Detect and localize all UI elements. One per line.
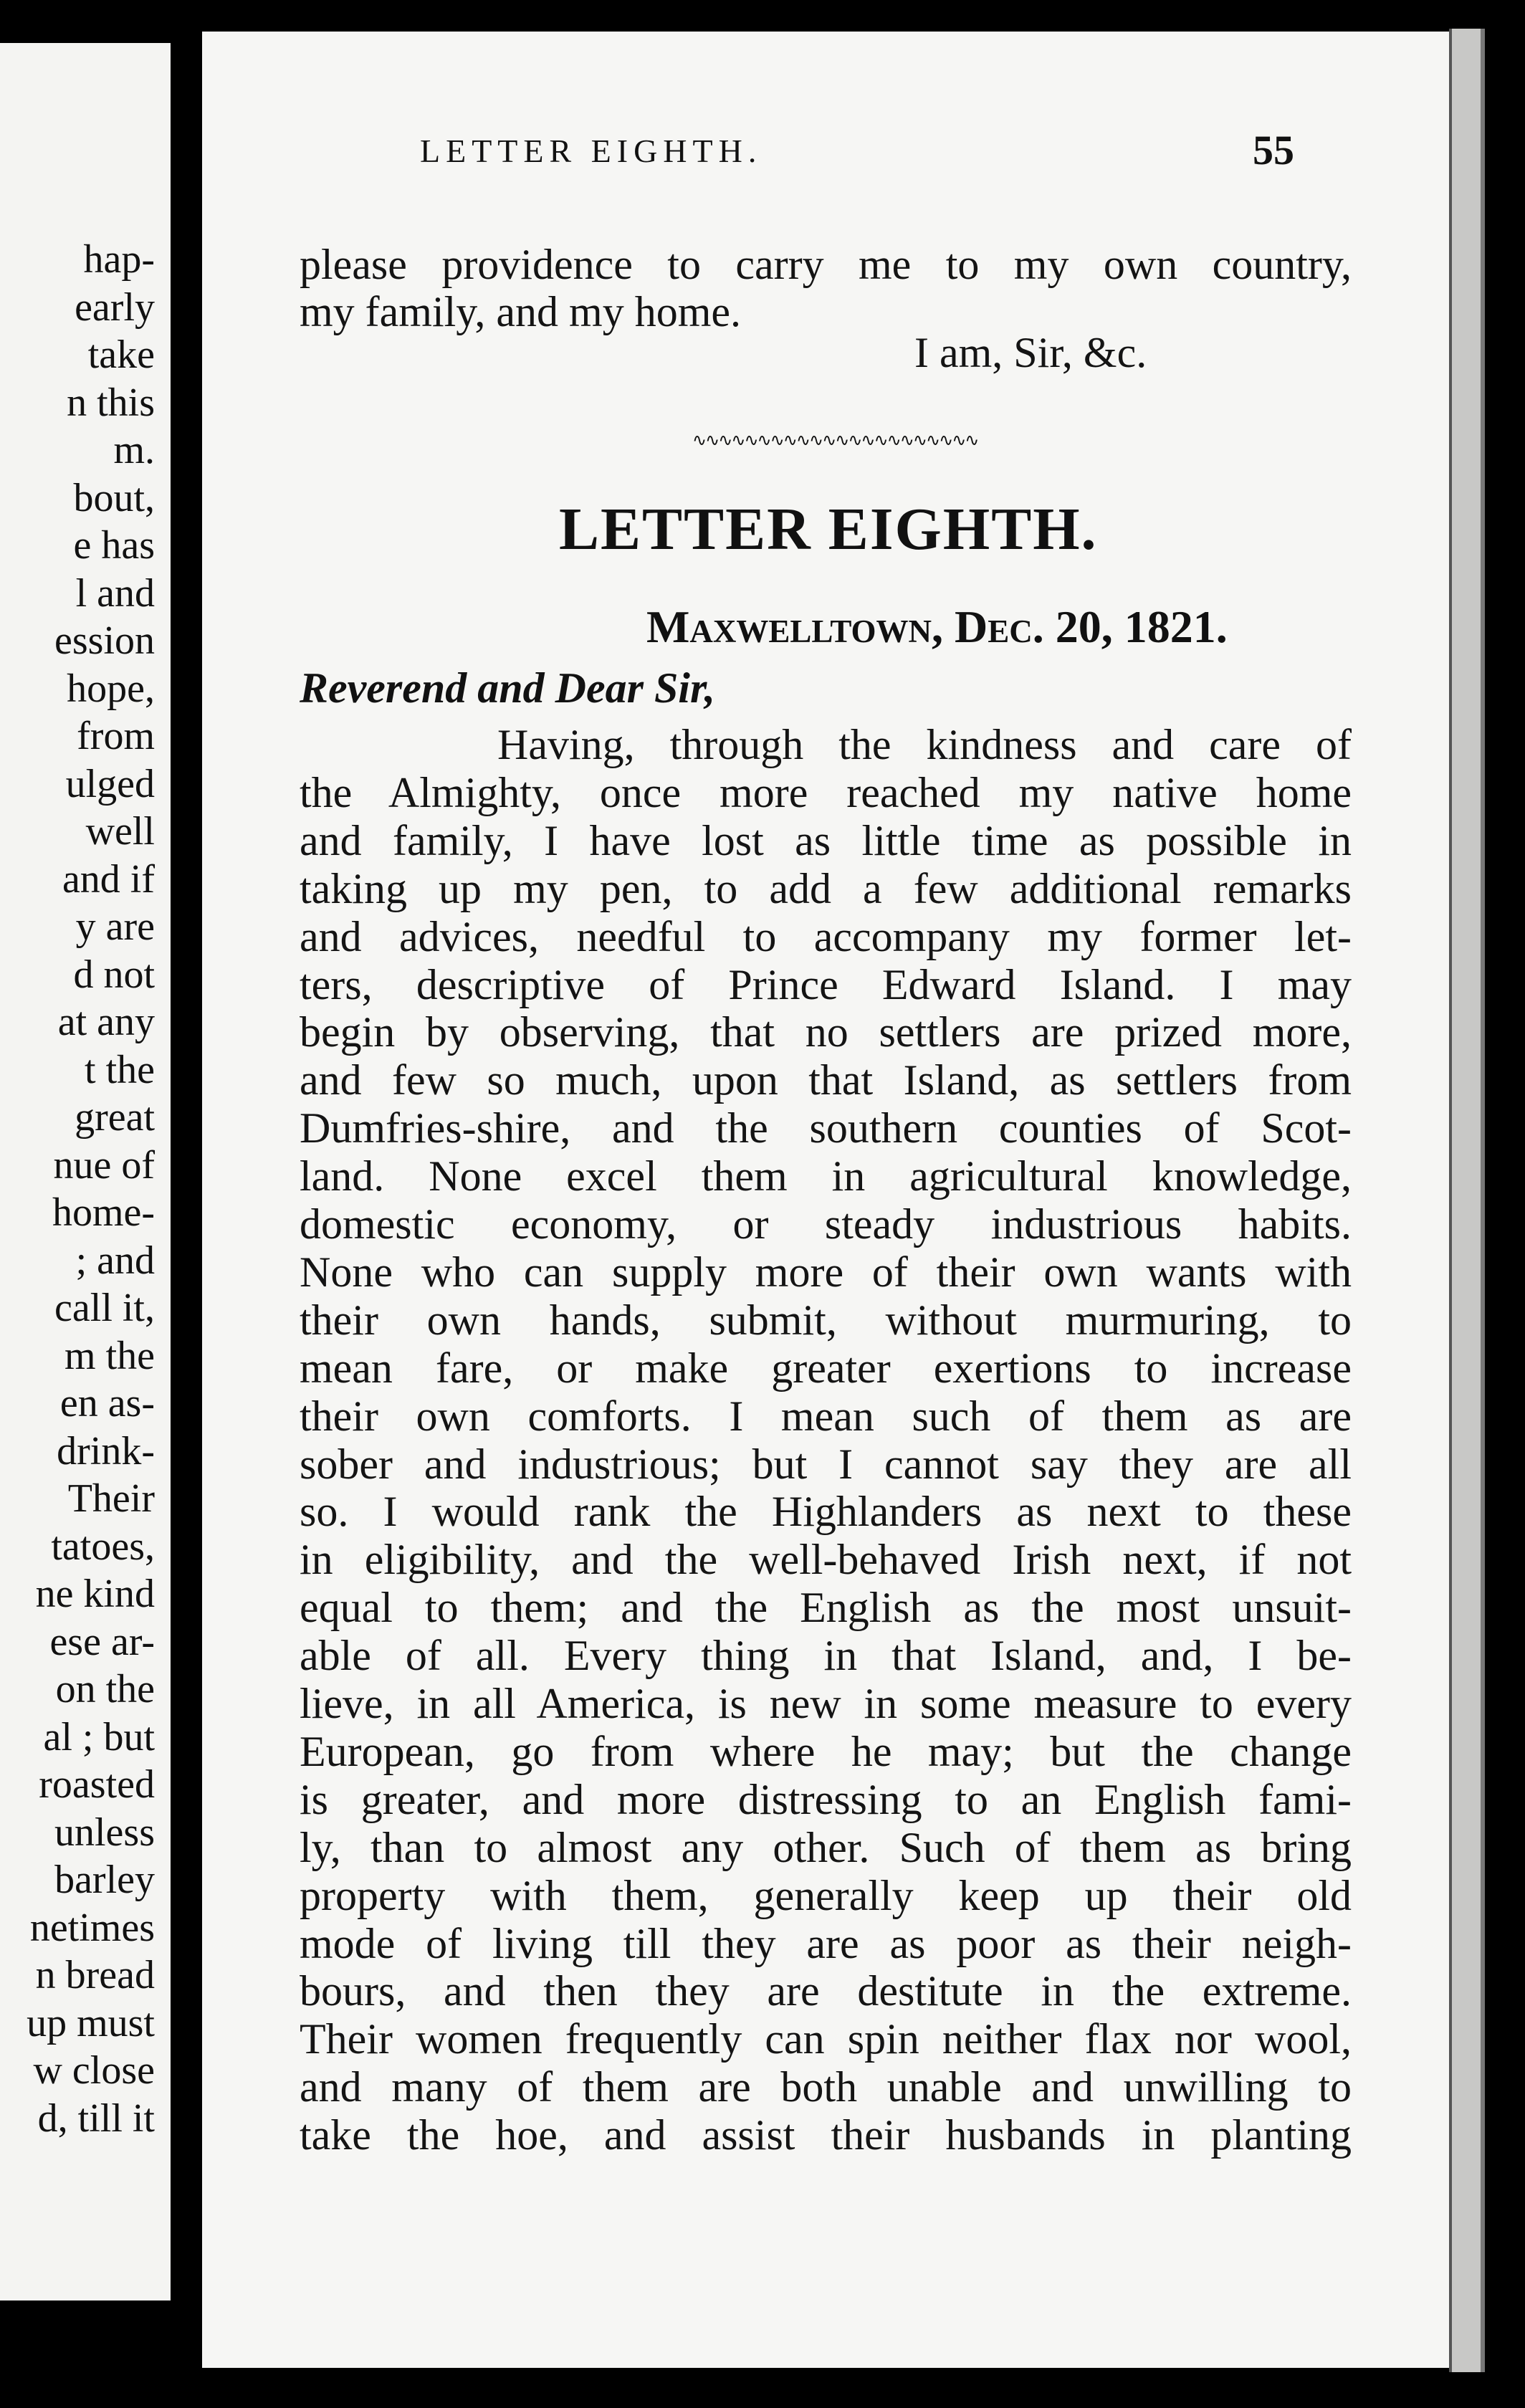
letter-body-line: bours, and then they are destitute in the extreme.	[300, 1967, 1352, 2015]
left-page-line: tatoes,	[51, 1524, 155, 1569]
letter-body-line: and advices, needful to accompany my former let-	[300, 912, 1352, 960]
letter-body-line: and family, I have lost as little time as possible in	[300, 816, 1352, 864]
left-page-line: e has	[73, 523, 155, 568]
left-page-line: netimes	[29, 1905, 155, 1950]
letter-body-line: Their women frequently can spin neither flax nor wool,	[300, 2015, 1352, 2063]
left-page-line: great	[75, 1095, 155, 1140]
letter-body-line: so. I would rank the Highlanders as next to these	[300, 1488, 1352, 1536]
section-ornament-rule: ∿∿∿∿∿∿∿∿∿∿∿∿∿∿∿∿∿∿∿∿∿∿	[692, 430, 978, 450]
left-page-line: home-	[52, 1190, 155, 1235]
left-page-line: al ; but	[43, 1714, 155, 1759]
left-page-line: call it,	[54, 1286, 155, 1330]
left-page-line: d not	[73, 952, 155, 997]
letter-body-line: European, go from where he may; but the change	[300, 1727, 1352, 1775]
left-page-line: on the	[55, 1667, 155, 1711]
running-head: LETTER EIGHTH.	[420, 133, 762, 169]
left-page-line: ulged	[65, 761, 155, 806]
letter-salutation: Reverend and Dear Sir,	[300, 664, 716, 712]
letter-body-line: able of all. Every thing in that Island, and, I be-	[300, 1632, 1352, 1680]
left-page-line: m.	[113, 428, 155, 472]
left-page-line: y are	[75, 904, 155, 949]
letter-body-line: None who can supply more of their own wants with	[300, 1248, 1352, 1296]
letter-body-line: and few so much, upon that Island, as settlers from	[300, 1056, 1352, 1104]
letter-body-line: ters, descriptive of Prince Edward Island. I may	[300, 960, 1352, 1008]
letter-title: LETTER EIGHTH.	[559, 496, 1098, 563]
letter-body-line: ly, than to almost any other. Such of them as bring	[300, 1823, 1352, 1871]
letter-dateline: Maxwelltown, Dec. 20, 1821.	[646, 601, 1228, 652]
letter-body-line: equal to them; and the English as the most unsuit-	[300, 1584, 1352, 1632]
letter-body-line: in eligibility, and the well-behaved Irish next, if not	[300, 1536, 1352, 1584]
left-page-line: early	[75, 285, 155, 330]
left-page-line: from	[77, 714, 155, 758]
left-page-line: en as-	[59, 1381, 155, 1425]
left-page-line: w close	[33, 2048, 155, 2093]
letter-body-line: take the hoe, and assist their husbands in planting	[300, 2111, 1352, 2159]
previous-letter-line: my family, and my home.	[300, 288, 741, 335]
left-page-line: roasted	[39, 1762, 155, 1807]
left-page-line: hope,	[67, 666, 155, 711]
left-page-line: ese ar-	[49, 1619, 155, 1664]
page-number: 55	[1253, 127, 1294, 173]
letter-body-line: their own comforts. I mean such of them as are	[300, 1392, 1352, 1440]
closing-signoff: I am, Sir, &c.	[914, 329, 1147, 376]
left-page-line: n bread	[35, 1953, 155, 1997]
letter-body-line: the Almighty, once more reached my native home	[300, 768, 1352, 816]
letter-body-line: begin by observing, that no settlers are prized more,	[300, 1008, 1352, 1056]
letter-body-line: lieve, in all America, is new in some measure to every	[300, 1680, 1352, 1727]
left-page-line: ; and	[75, 1238, 155, 1283]
left-page-line: n this	[67, 380, 155, 425]
left-page-line: ession	[54, 618, 155, 663]
letter-body-line: mode of living till they are as poor as their neigh-	[300, 1919, 1352, 1967]
letter-body-line: property with them, generally keep up their old	[300, 1871, 1352, 1919]
left-page-line: hap-	[83, 237, 155, 282]
left-page-line: ne kind	[35, 1572, 155, 1616]
previous-letter-line: please providence to carry me to my own country,	[300, 241, 1352, 288]
left-page-line: bout,	[73, 475, 155, 520]
left-page-fragment	[0, 43, 171, 2300]
letter-body-line: their own hands, submit, without murmuring, to	[300, 1296, 1352, 1344]
left-page-line: t the	[85, 1047, 155, 1092]
letter-body-line: sober and industrious; but I cannot say they are all	[300, 1440, 1352, 1488]
left-page-line: up must	[27, 2000, 155, 2045]
left-page-line: l and	[75, 570, 155, 616]
left-page-line: nue of	[53, 1142, 155, 1188]
left-page-line: take	[87, 333, 155, 377]
book-binding	[1449, 29, 1483, 2372]
letter-body-line: mean fare, or make greater exertions to increase	[300, 1344, 1352, 1392]
left-page-line: drink-	[57, 1428, 155, 1473]
letter-body-line: is greater, and more distressing to an English fami-	[300, 1775, 1352, 1823]
left-page-line: well	[85, 809, 155, 854]
left-page-line: unless	[54, 1810, 155, 1855]
left-page-line: at any	[57, 1000, 155, 1044]
left-page-line: barley	[54, 1858, 155, 1902]
letter-body-line: domestic economy, or steady industrious habits.	[300, 1200, 1352, 1248]
book-binding-edge	[1481, 29, 1485, 2372]
letter-body-line: Having, through the kindness and care of	[497, 721, 1352, 768]
letter-body-line: and many of them are both unable and unwilling to	[300, 2063, 1352, 2111]
left-page-line: and if	[62, 856, 155, 902]
letter-body-line: land. None excel them in agricultural knowledge,	[300, 1152, 1352, 1200]
left-page-line: d, till it	[37, 2096, 155, 2141]
left-page-line: Their	[67, 1476, 155, 1521]
letter-body-line: taking up my pen, to add a few additional remarks	[300, 864, 1352, 912]
letter-body-line: Dumfries-shire, and the southern counties of Scot-	[300, 1104, 1352, 1152]
left-page-line: m the	[64, 1333, 155, 1378]
